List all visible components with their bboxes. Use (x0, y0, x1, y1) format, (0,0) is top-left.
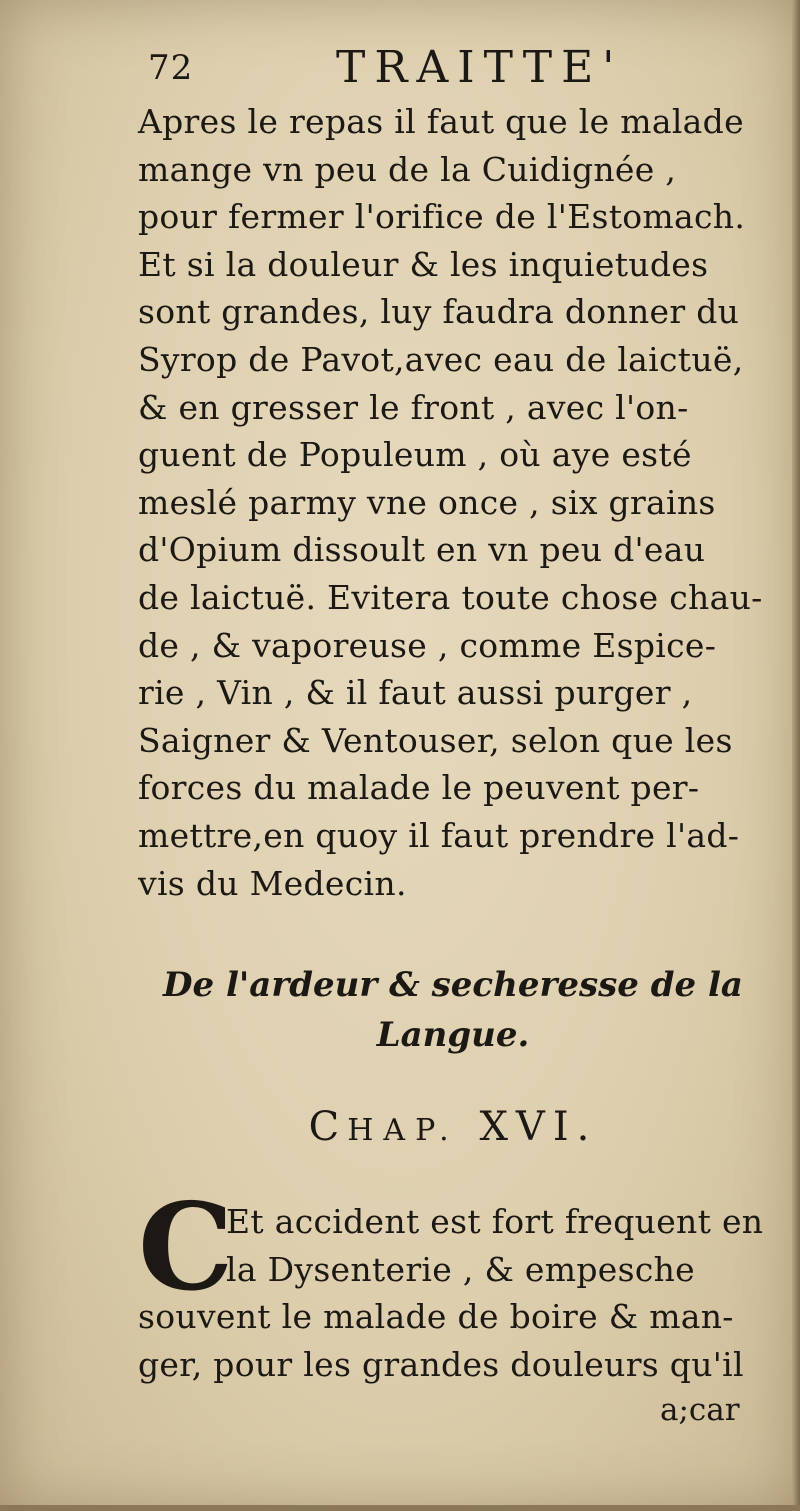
text-line: souvent le malade de boire & man- (138, 1297, 734, 1337)
text-line: & en gresser le front , avec l'on- (138, 387, 689, 427)
text-line: meslé parmy vne once , six grains (138, 482, 716, 522)
text-line: forces du malade le peuvent per- (138, 768, 700, 808)
text-line: vis du Medecin. (138, 863, 407, 903)
page-number: 72 (148, 48, 194, 88)
running-title: TRAITTE' (336, 42, 624, 93)
text-line: mange vn peu de la Cuidignée , (138, 149, 677, 189)
chapter-title (138, 1102, 768, 1156)
text-line: mettre,en quoy il faut prendre l'ad- (138, 815, 740, 855)
catchword: a;car (660, 1392, 740, 1428)
text-line: ger, pour les grandes douleurs qu'il (138, 1344, 744, 1384)
text-line: guent de Populeum , où aye esté (138, 435, 692, 475)
text-line: la Dysenterie , & empesche (226, 1249, 695, 1289)
text-line: Et si la douleur & les inquietudes (138, 244, 709, 284)
text-line: d'Opium dissoult en vn peu d'eau (138, 530, 706, 570)
text-line: Et accident est fort frequent en (226, 1202, 764, 1241)
text-line: Saigner & Ventouser, selon que les (138, 720, 733, 760)
text-line: rie , Vin , & il faut aussi purger , (138, 673, 693, 713)
body-paragraph (138, 98, 768, 907)
text-line: Apres le repas il faut que le malade (138, 102, 744, 141)
page-edge (792, 0, 800, 1511)
text-line: sont grandes, luy faudra donner du (138, 292, 740, 332)
drop-cap: C (138, 1177, 234, 1318)
page-edge-bottom (0, 1505, 800, 1511)
chapter-number: XVI. (479, 1104, 598, 1150)
section-heading-line: Langue. (376, 1015, 530, 1055)
page-header (148, 42, 748, 92)
chapter-paragraph (138, 1177, 768, 1388)
chapter-prefix-rest: HAP. (347, 1113, 459, 1148)
section-heading-line: De l'ardeur & secheresse de la (163, 965, 743, 1005)
text-line: pour fermer l'orifice de l'Estomach. (138, 197, 746, 237)
section-heading (138, 960, 768, 1060)
text-line: de , & vaporeuse , comme Espice- (138, 625, 717, 665)
text-line: Syrop de Pavot,avec eau de laictuë, (138, 339, 744, 379)
text-line: de laictuë. Evitera toute chose chau- (138, 577, 763, 617)
chapter-prefix-initial: C (308, 1104, 348, 1150)
